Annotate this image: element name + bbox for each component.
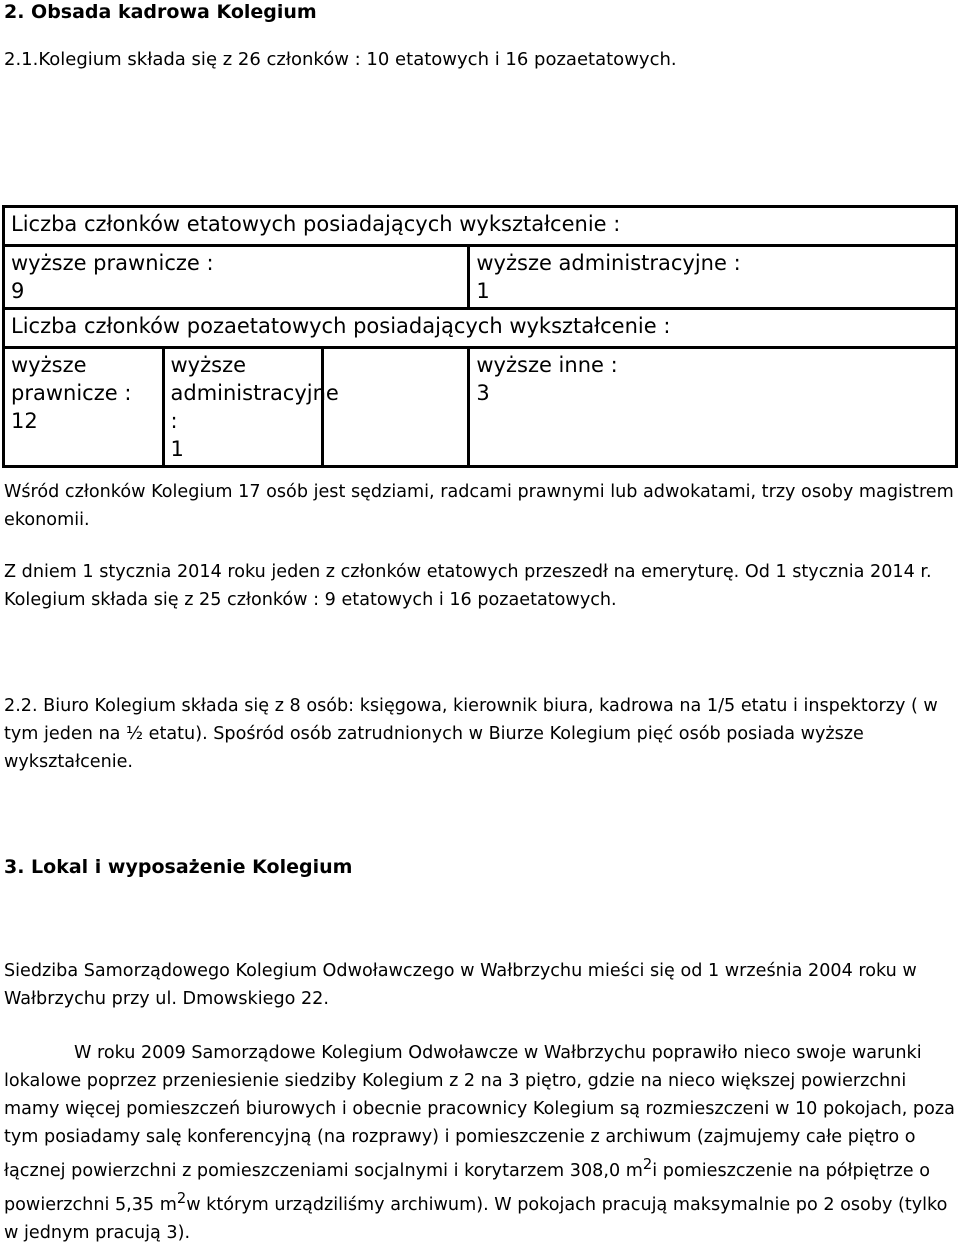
cell-value: 3 (476, 381, 490, 405)
cell-value: 1 (170, 437, 184, 461)
part-time-empty-cell (323, 348, 469, 467)
section-2-heading: 2. Obsada kadrowa Kolegium (4, 1, 317, 23)
members-paragraph: Wśród członków Kolegium 17 osób jest sędziami, radcami prawnymi lub adwokatami, trzy osoby magistrem ekonomii. (4, 482, 954, 530)
table-row (4, 246, 957, 309)
retirement-paragraph: Z dniem 1 stycznia 2014 roku jeden z członków etatowych przeszedł na emeryturę. Od 1 stycznia 2014 r. Kolegium składa się z 25 członków : 9 etatowych i 16 pozaetatowych. (4, 562, 932, 610)
cell-label: wyższe prawnicze : (11, 353, 132, 405)
full-time-admin-cell (469, 246, 957, 309)
cell-label: wyższe inne : (476, 353, 618, 377)
cell-value: 1 (476, 279, 490, 303)
premises-text-b: i pomieszczenie na półpiętrze o powierzchni 5,35 m (4, 1160, 930, 1215)
superscript: 2 (176, 1189, 187, 1207)
section-2-1-text: 2.1.Kolegium składa się z 26 członków : 10 etatowych i 16 pozaetatowych. (4, 49, 677, 70)
table-row (4, 207, 957, 246)
office-staff-paragraph: 2.2. Biuro Kolegium składa się z 8 osób: księgowa, kierownik biura, kadrowa na 1/5 etatu i inspektorzy ( w tym jeden na ½ etatu). Spośród osób zatrudnionych w Biurze Kolegium pięć osób posiada wyższe wykształcenie. (4, 696, 938, 772)
part-time-header: Liczba członków pozaetatowych posiadających wykształcenie : (4, 309, 957, 348)
superscript: 2 (642, 1156, 653, 1173)
cell-value: 9 (11, 279, 25, 303)
table-row (4, 348, 957, 467)
cell-label: wyższe administracyjne : (170, 353, 339, 433)
cell-label: wyższe prawnicze : (11, 251, 214, 275)
cell-label: wyższe administracyjne : (476, 251, 741, 275)
cell-value: 12 (11, 409, 38, 433)
full-time-law-cell (4, 246, 469, 309)
premises-text-c: w którym urządziliśmy archiwum). W pokojach pracują maksymalnie po 2 osoby (tylko w jednym pracują 3). (4, 1194, 948, 1243)
part-time-other-cell (469, 348, 957, 467)
part-time-law-cell (4, 348, 164, 467)
section-3-heading: 3. Lokal i wyposażenie Kolegium (4, 856, 353, 878)
table-row (4, 309, 957, 348)
premises-paragraph (4, 1039, 956, 1247)
premises-text-a: W roku 2009 Samorządowe Kolegium Odwoławcze w Wałbrzychu poprawiło nieco swoje warunki lokalowe poprzez przeniesienie siedziby Kolegium z 2 na 3 piętro, gdzie na nieco większej powierzchni mamy więcej pomieszczeń biurowych i obecnie pracownicy Kolegium są rozmieszczeni w 10 pokojach, poza tym posiadamy salę konferencyjną (na rozprawy) i pomieszczenie z archiwum (zajmujemy całe piętro o łącznej powierzchni z pomieszczeniami socjalnymi i korytarzem 308,0 m (4, 1043, 955, 1181)
staff-education-table (2, 205, 958, 468)
full-time-header: Liczba członków etatowych posiadających wykształcenie : (4, 207, 957, 246)
part-time-admin-cell (163, 348, 339, 467)
seat-paragraph: Siedziba Samorządowego Kolegium Odwoławczego w Wałbrzychu mieści się od 1 września 2004 roku w Wałbrzychu przy ul. Dmowskiego 22. (4, 961, 917, 1009)
